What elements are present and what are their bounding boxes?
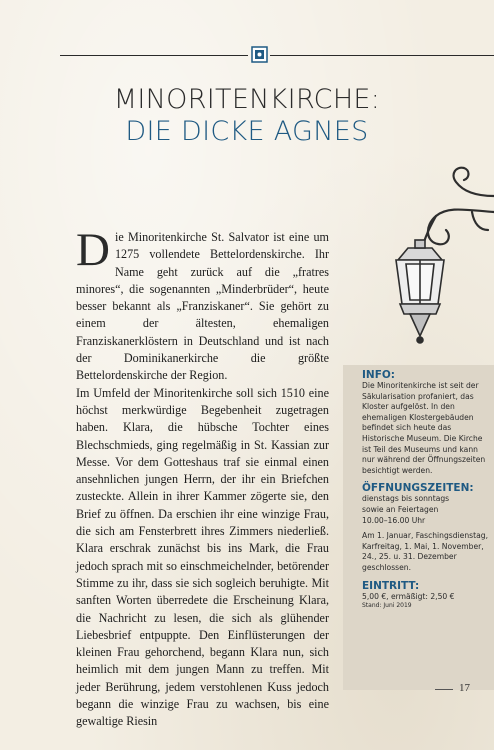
page-number-rule (435, 689, 453, 690)
title-line-1: MINORITENKIRCHE: (113, 84, 381, 115)
info-section (362, 369, 490, 476)
lantern-icon (362, 160, 494, 360)
admission-heading: EINTRITT: (362, 579, 420, 592)
ornament-icon (251, 46, 268, 63)
header-rule-left (60, 55, 248, 56)
info-panel (362, 369, 490, 616)
header-ornament-rule (60, 51, 494, 61)
info-heading: INFO: (362, 369, 395, 381)
paragraph-2: Im Umfeld der Minoritenkirche soll sich 1510 eine höchst merkwürdige Begebenheit zugetragen haben. Klara, die hübsche Tochter eines Blechschmieds, ging regelmäßig in St. Kassian zur Messe. Vor dem Gotteshaus traf sie einmal einen ansehnlichen jungen Herrn, der ihr ein Briefchen zusteckte. Allein in ihrer Kammer zögerte sie, den Brief zu öffnen. Da erschien ihr eine winzige Frau, die sich am Fensterbrett ihres Zimmers niederließ. Klara erschrak zunächst bis ins Mark, die Frau jedoch sprach mit so einschmeichelnder, betörender Stimme zu ihr, dass sie sich sogleich beruhigte. Mit sanften Worten überredete die Erscheinung Klara, die Nachricht zu lesen, die sich als glühender Liebesbrief entpuppte. Den Einflüsterungen der kleinen Frau gehorchend, begann Klara nun, sich heimlich mit dem jungen Mann zu treffen. Mit jeder Berührung, jedem verstohlenen Kuss jedoch begann die winzige Frau zu wachsen, bis eine gewaltige Riesin (76, 385, 329, 729)
closed-days-text: Am 1. Januar, Faschingsdienstag, Karfreitag, 1. Mai, 1. November, 24., 25. u. 31. Dezember geschlossen. (362, 531, 488, 572)
hours-heading: ÖFFNUNGSZEITEN: (362, 482, 474, 495)
page-number (435, 682, 494, 696)
drop-cap: D (76, 224, 110, 276)
admission-section (362, 580, 490, 611)
hours-line-2: sowie an Feiertagen (362, 504, 439, 514)
title-line-2: DIE DICKE AGNES (125, 116, 369, 147)
hours-line-1: dienstags bis sonntags (362, 494, 450, 504)
hours-line-3: 10.00–16.00 Uhr (362, 515, 426, 525)
page-title (0, 84, 494, 148)
header-rule-right (270, 55, 494, 56)
admission-text: 5,00 €, ermäßigt: 2,50 € (362, 591, 455, 601)
article-body (76, 224, 329, 731)
page-number-text: 17 (459, 682, 470, 694)
info-text: Die Minoritenkirche ist seit der Säkularisation profaniert, das Kloster aufgelöst. In den ehemaligen Klostergebäuden befindet sich heute das Historische Museum. Die Kirche ist Teil des Museums und kann nur während der Öffnungszeiten besichtigt werden. (362, 381, 486, 475)
status-date: Stand: Juni 2019 (362, 602, 412, 610)
hours-section (362, 482, 490, 573)
paragraph-1: ie Minoritenkirche St. Salvator ist eine um 1275 vollendete Bettelordenskirche. Ihr Name geht zurück auf die „fratres minores“, die sogenannten „Minderbrüder“, heute besser bekannt als „Franziskaner“. Sie gehört zu einem der ältesten, ehemaligen Franziskanerklöstern in Deutschland und ist nach der Dominikanerkirche die größte Bettelordenskirche der Region. (76, 230, 329, 383)
